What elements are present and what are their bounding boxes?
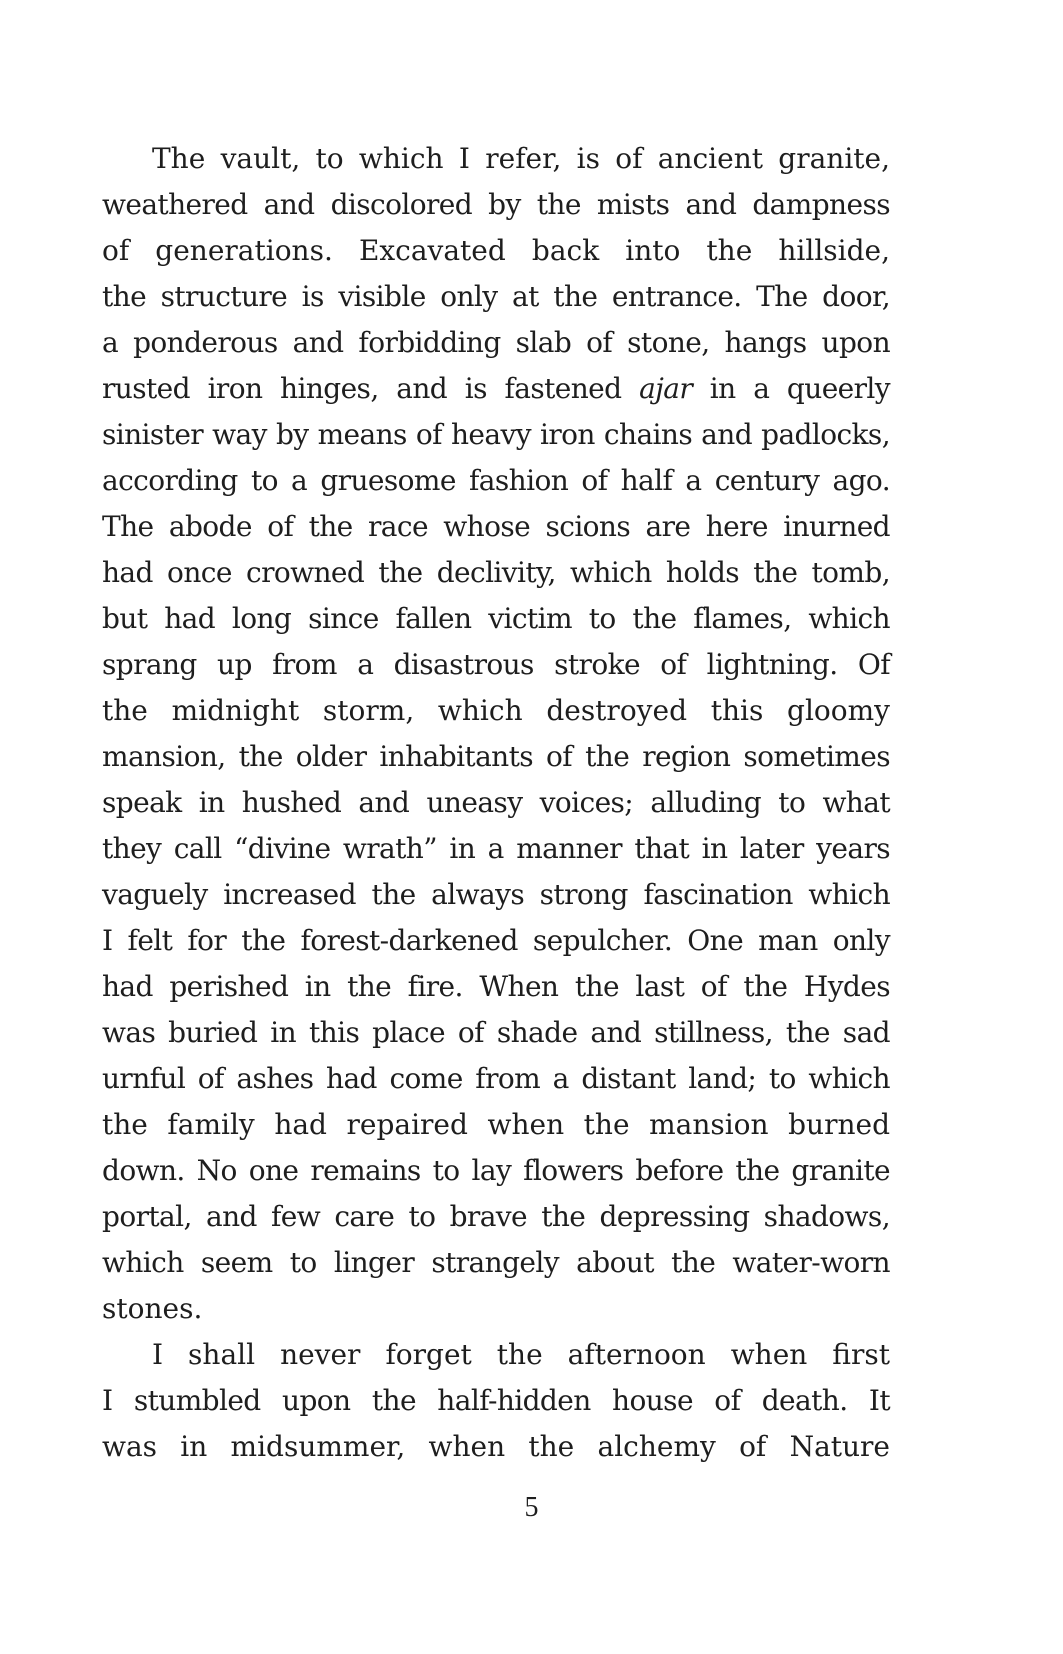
text-line: was in midsummer, when the alchemy of Nature [102, 1430, 890, 1463]
text-line: the family had repaired when the mansion burned [102, 1108, 890, 1141]
text-line: speak in hushed and uneasy voices; alluding to what [102, 786, 890, 819]
text-line: the midnight storm, which destroyed this gloomy [102, 694, 890, 727]
text-line: stones. [102, 1292, 203, 1325]
page-number: 5 [524, 1492, 539, 1523]
text-line: I felt for the forest-darkened sepulcher. One man only [102, 924, 890, 957]
text-line: I shall never forget the afternoon when first [152, 1338, 890, 1371]
text-line: which seem to linger strangely about the water-worn [102, 1246, 890, 1279]
text-line: mansion, the older inhabitants of the region sometimes [102, 740, 890, 773]
text-line: according to a gruesome fashion of half a century ago. [102, 464, 890, 497]
text-line: urnful of ashes had come from a distant land; to which [102, 1062, 890, 1095]
text-run: rusted iron hinges, and is fastened [102, 372, 640, 405]
text-run: in a queerly [692, 372, 890, 405]
paragraph-2 [102, 1332, 890, 1470]
text-line: The vault, to which I refer, is of ancient granite, [152, 142, 890, 175]
text-line: vaguely increased the always strong fascination which [102, 878, 890, 911]
paragraph-1 [102, 136, 890, 1332]
text-line: they call “divine wrath” in a manner that in later years [102, 832, 890, 865]
text-line: of generations. Excavated back into the hillside, [102, 234, 890, 267]
text-line: a ponderous and forbidding slab of stone, hangs upon [102, 326, 890, 359]
text-line: portal, and few care to brave the depressing shadows, [102, 1200, 890, 1233]
italic-word: ajar [639, 372, 693, 405]
text-line: had once crowned the declivity, which holds the tomb, [102, 556, 890, 589]
text-line: was buried in this place of shade and stillness, the sad [102, 1016, 890, 1049]
text-line: sprang up from a disastrous stroke of lightning. Of [102, 648, 890, 681]
text-line: but had long since fallen victim to the flames, which [102, 602, 890, 635]
text-line: sinister way by means of heavy iron chains and padlocks, [102, 418, 890, 451]
text-line: weathered and discolored by the mists and dampness [102, 188, 890, 221]
text-line [102, 366, 890, 412]
text-line: I stumbled upon the half-hidden house of death. It [102, 1384, 890, 1417]
text-line: the structure is visible only at the entrance. The door, [102, 280, 890, 313]
text-line: had perished in the fire. When the last of the Hydes [102, 970, 890, 1003]
text-line: The abode of the race whose scions are here inurned [102, 510, 890, 543]
body-text [102, 136, 890, 1470]
text-line: down. No one remains to lay flowers before the granite [102, 1154, 890, 1187]
